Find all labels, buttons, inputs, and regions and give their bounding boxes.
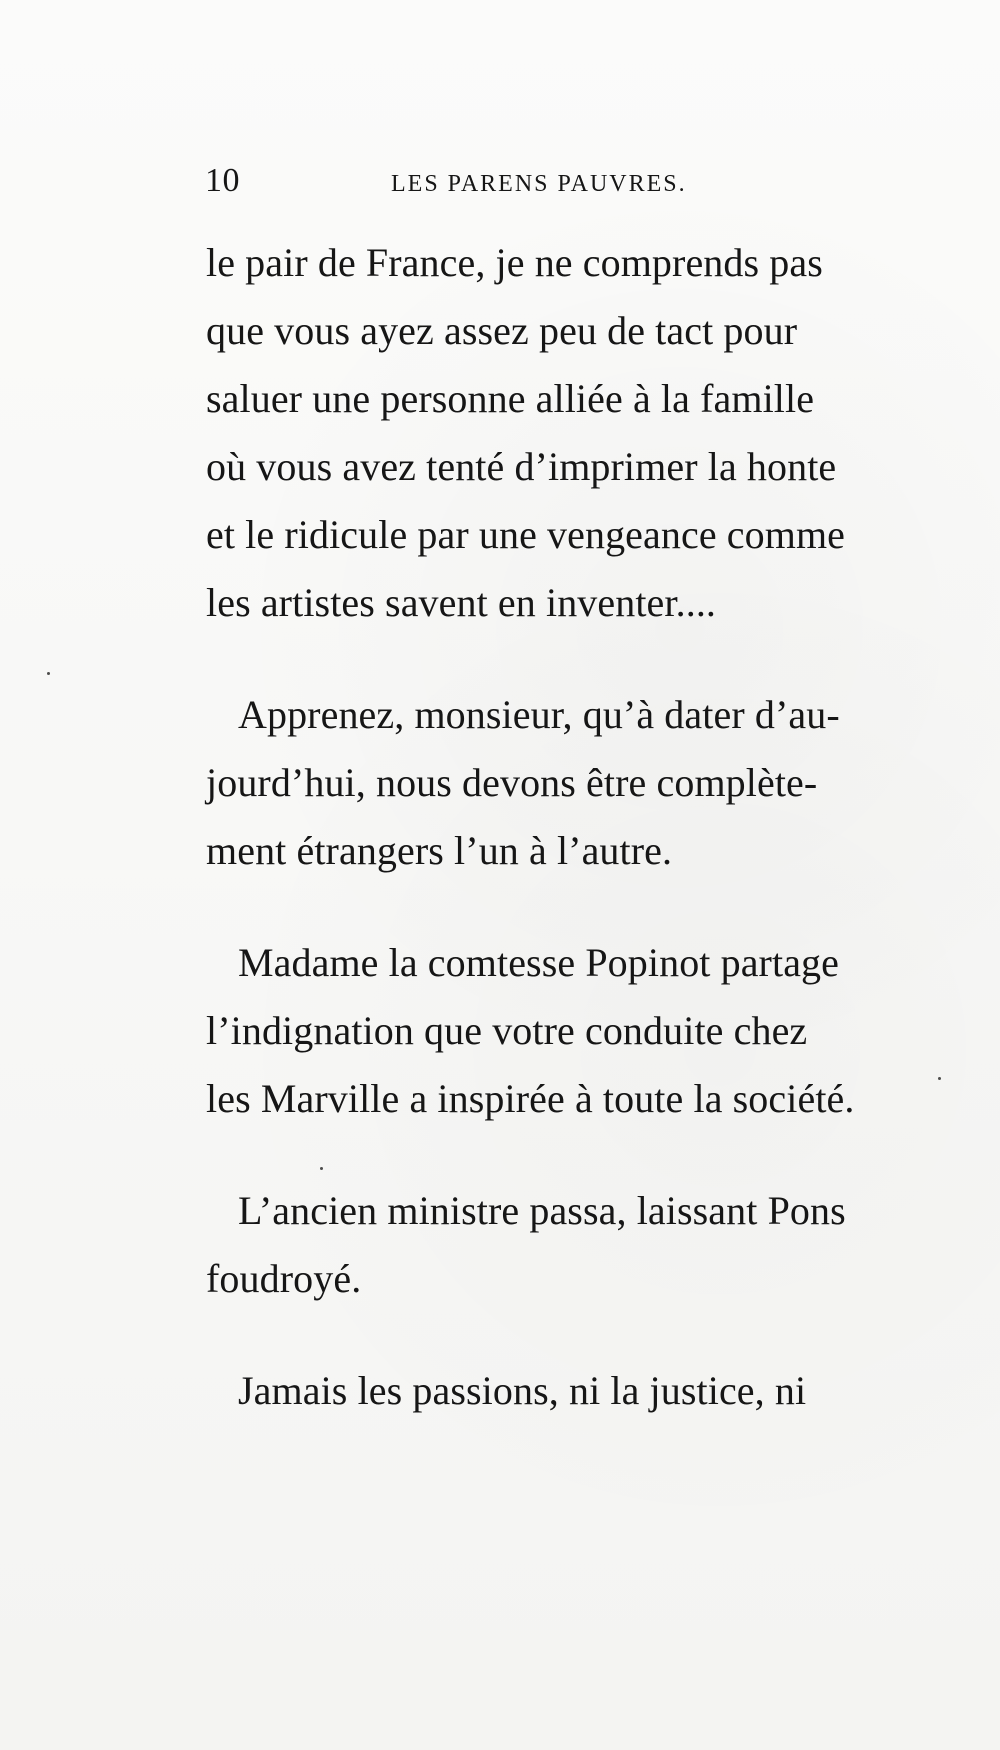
- page-body: [206, 233, 896, 1429]
- ink-speck: [47, 672, 50, 675]
- ink-speck: [320, 1167, 323, 1170]
- text-line: L’ancien ministre passa, laissant Pons: [238, 1188, 846, 1233]
- text-line: foudroyé.: [206, 1256, 362, 1301]
- text-line: jourd’hui, nous devons être complète-: [206, 760, 818, 805]
- text-line: saluer une personne alliée à la famille: [206, 376, 815, 421]
- running-head: LES PARENS PAUVRES.: [391, 171, 687, 197]
- text-line: et le ridicule par une vengeance comme: [206, 512, 846, 557]
- paragraph-gap: [206, 1137, 896, 1181]
- paragraph-1: [206, 233, 896, 641]
- paragraph-gap: [206, 889, 896, 933]
- paragraph-gap: [206, 641, 896, 685]
- paragraph-3: [206, 933, 896, 1137]
- text-line: Jamais les passions, ni la justice, ni: [238, 1368, 807, 1413]
- text-line: l’indignation que votre conduite chez: [206, 1008, 808, 1053]
- page-header: [205, 164, 715, 204]
- paragraph-2: [206, 685, 896, 889]
- text-line: les Marville a inspirée à toute la société.: [206, 1076, 855, 1121]
- text-line: les artistes savent en inventer....: [206, 580, 717, 625]
- text-line: Apprenez, monsieur, qu’à dater d’au-: [238, 692, 840, 737]
- text-line: que vous ayez assez peu de tact pour: [206, 308, 798, 353]
- text-line: où vous avez tenté d’imprimer la honte: [206, 444, 837, 489]
- text-line: ment étrangers l’un à l’autre.: [206, 828, 673, 873]
- text-line: Madame la comtesse Popinot partage: [238, 940, 839, 985]
- ink-speck: [938, 1077, 941, 1080]
- paragraph-gap: [206, 1317, 896, 1361]
- text-line: le pair de France, je ne comprends pas: [206, 240, 823, 285]
- paragraph-4: [206, 1181, 896, 1317]
- paragraph-5: [206, 1361, 896, 1429]
- page-number: 10: [205, 162, 240, 199]
